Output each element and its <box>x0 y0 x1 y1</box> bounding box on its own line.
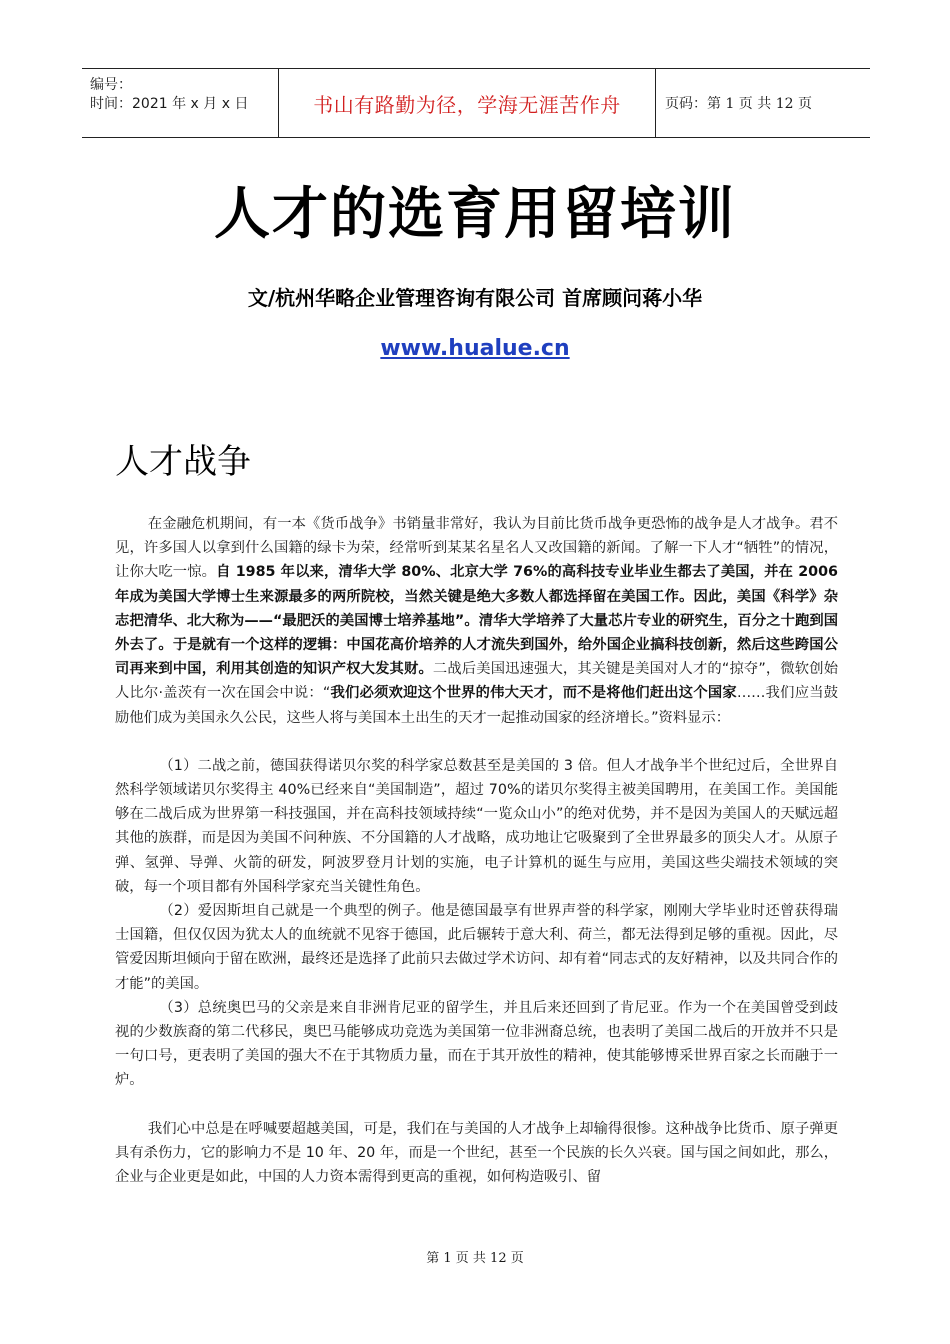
header-motto-cell <box>278 69 656 137</box>
paragraph-spacer <box>115 1093 838 1117</box>
page-footer: 第 1 页 共 12 页 <box>426 1251 524 1266</box>
intro-text-2: 二战后美国迅速强大，其关键是美国对人才的“掠夺”，微软创始人比尔·盖茨有一次在国会中说：“ <box>115 661 838 702</box>
paragraph-item-1: （1）二战之前，德国获得诺贝尔奖的科学家总数甚至是美国的 3 倍。但人才战争半个世纪过后，全世界自然科学领域诺贝尔奖得主 40%已经来自“美国制造”，超过 70%的诺贝尔奖得主被美国聘用，在美国工作。美国能够在二战后成为世界第一科技强国，并在高科技领域持续“一览众山小”的绝对优势，并不是因为美国人的天赋远超其他的族群，而是因为美国不问种族、不分国籍的人才战略，成功地让它吸聚到了全世界最多的顶尖人才。从原子弹、氢弹、导弹、火箭的研发，阿波罗登月计划的实施，电子计算机的诞生与应用，美国这些尖端技术领域的突破，每一个项目都有外国科学家充当关键性角色。 <box>115 757 838 895</box>
header-meta-cell <box>82 69 278 137</box>
paragraph-item-2: （2）爱因斯坦自己就是一个典型的例子。他是德国最享有世界声誉的科学家，刚刚大学毕业时还曾获得瑞士国籍，但仅仅因为犹太人的血统就不见容于德国，此后辗转于意大利、荷兰，都无法得到足够的重视。因此，尽管爱因斯坦倾向于留在欧洲，最终还是选择了此前只去做过学术访问、却有着“同志式的友好精神，以及共同合作的才能”的美国。 <box>115 903 838 992</box>
header-page-cell <box>655 69 870 137</box>
intro-text-3: ……我们应当鼓励他们成为美国永久公民，这些人将与美国本土出生的天才一起推动国家的经济增长。”资料显示： <box>115 685 839 726</box>
article-body <box>115 512 838 1189</box>
motto-text: 书山有路勤为径，学海无涯苦作舟 <box>313 92 621 117</box>
document-code-label: 编号： <box>90 77 132 93</box>
author-line: 文/杭州华略企业管理咨询有限公司 首席顾问蒋小华 <box>247 286 703 310</box>
document-time-label: 时间：2021 年 x 月 x 日 <box>90 96 249 112</box>
website-link[interactable]: www.hualue.cn <box>380 336 570 361</box>
header-table <box>82 68 870 138</box>
intro-text-1: 在金融危机期间，有一本《货币战争》书销量非常好，我认为目前比货币战争更恐怖的战争是人才战争。君不见，许多国人以拿到什么国籍的绿卡为荣，经常听到某某名星名人又改国籍的新闻。了解一下人才“牺牲”的情况，让你大吃一惊。 <box>115 516 838 581</box>
paragraph-intro <box>115 512 838 730</box>
paragraph-spacer <box>115 730 838 754</box>
paragraph-conclusion: 我们心中总是在呼喊要超越美国，可是，我们在与美国的人才战争上却输得很惨。这种战争比货币、原子弹更具有杀伤力，它的影响力不是 10 年、20 年，而是一个世纪，甚至一个民族的长久兴衰。国与国之间如此，那么，企业与企业更是如此，中国的人力资本需得到更高的重视，如何构造吸引、留 <box>115 1120 838 1186</box>
intro-bold-2: 我们必须欢迎这个世界的伟大天才，而不是将他们赶出这个国家 <box>330 685 737 702</box>
website-line <box>0 336 950 361</box>
section-heading: 人才战争 <box>115 442 251 482</box>
intro-bold-1: 自 1985 年以来，清华大学 80%、北京大学 76%的高科技专业毕业生都去了美国，并在 2006 年成为美国大学博士生来源最多的两所院校，当然关键是绝大多数人都选择留在美国工作。因此，美国《科学》杂志把清华、北大称为——“最肥沃的美国博士培养基地”。清华大学培养了大量芯片专业的研究生，百分之十跑到国外去了。于是就有一个这样的逻辑：中国花高价培养的人才流失到国外，给外国企业搞科技创新，然后这些跨国公司再来到中国，利用其创造的知识产权大发其财。 <box>115 564 838 678</box>
document-title: 人才的选育用留培训 <box>214 182 736 247</box>
paragraph-item-3: （3）总统奥巴马的父亲是来自非洲肯尼亚的留学生，并且后来还回到了肯尼亚。作为一个在美国曾受到歧视的少数族裔的第二代移民，奥巴马能够成功竞选为美国第一位非洲裔总统，也表明了美国二战后的开放并不只是一句口号，更表明了美国的强大不在于其物质力量，而在于其开放性的精神，使其能够博采世界百家之长而融于一炉。 <box>115 999 838 1089</box>
page-number-label: 页码：第 1 页 共 12 页 <box>665 96 812 112</box>
